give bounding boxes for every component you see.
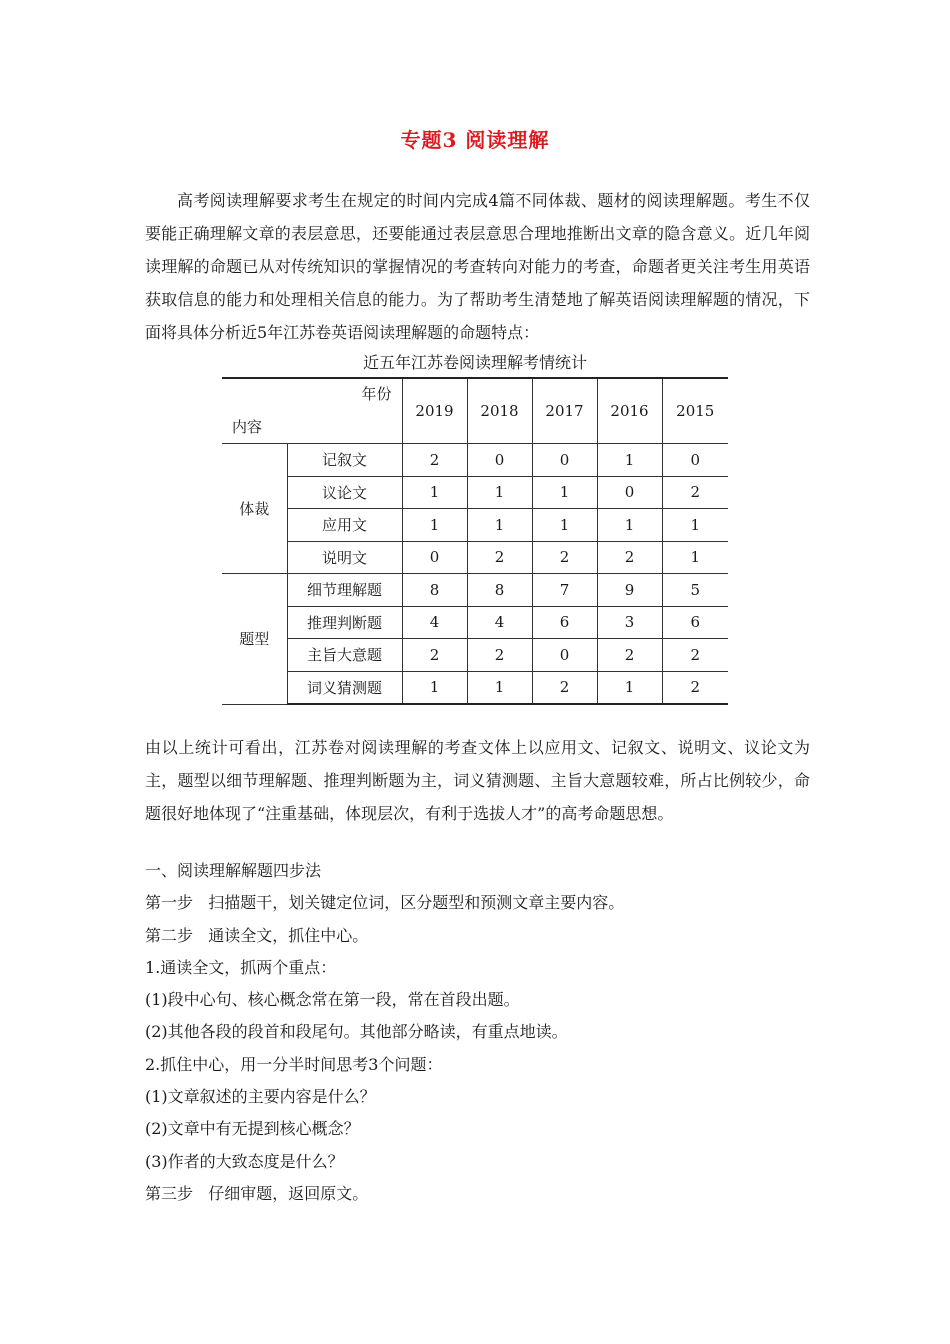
table-cell: 0 [532,639,597,672]
table-cell: 0 [662,444,728,477]
table-cell: 8 [402,574,467,607]
table-cell: 1 [662,509,728,542]
row-label: 说明文 [287,541,402,574]
table-cell: 1 [467,476,532,509]
year-header: 2019 [402,378,467,444]
year-header: 2017 [532,378,597,444]
step-line: (2)文章中有无提到核心概念？ [145,1119,360,1139]
table-cell: 1 [597,671,662,704]
table-row [222,476,728,509]
step-line: 第一步 扫描题干，划关键定位词，区分题型和预测文章主要内容。 [145,893,625,913]
table-cell: 3 [597,606,662,639]
step-line: 2.抓住中心，用一分半时间思考3个问题： [145,1054,443,1074]
year-header: 2018 [467,378,532,444]
summary-text: 由以上统计可看出，江苏卷对阅读理解的考查文体上以应用文、记叙文、说明文、议论文为主，题型以细节理解题、推理判断题为主，词义猜测题、主旨大意题较难，所占比例较少，命题很好地体现了“注重基础，体现层次，有利于选拔人才”的高考命题思想。 [145,738,810,823]
table-cell: 2 [402,444,467,477]
year-header: 2015 [662,378,728,444]
section-heading: 一、阅读理解解题四步法 [145,861,322,880]
table-cell: 1 [532,509,597,542]
page-title: 专题3 阅读理解 [400,128,550,152]
table-cell: 4 [402,606,467,639]
table-cell: 1 [402,509,467,542]
table-cell: 6 [662,606,728,639]
stats-table [222,377,728,705]
table-cell: 2 [662,476,728,509]
table-cell: 1 [467,671,532,704]
table-cell: 1 [662,541,728,574]
intro-text: 高考阅读理解要求考生在规定的时间内完成4篇不同体裁、题材的阅读理解题。考生不仅要能正确理解文章的表层意思，还要能通过表层意思合理地推断出文章的隐含意义。近几年阅读理解的命题已从对传统知识的掌握情况的考查转向对能力的考查，命题者更关注考生用英语获取信息的能力和处理相关信息的能力。为了帮助考生清楚地了解英语阅读理解题的情况，下面将具体分析近5年江苏卷英语阅读理解题的命题特点： [145,191,810,342]
row-label: 议论文 [287,476,402,509]
step-line: (3)作者的大致态度是什么？ [145,1151,344,1171]
table-cell: 2 [597,541,662,574]
table-cell: 2 [402,639,467,672]
table-row [222,574,728,607]
table-cell: 6 [532,606,597,639]
step-line: 1.通读全文，抓两个重点： [145,957,337,977]
table-cell: 9 [597,574,662,607]
table-cell: 2 [467,639,532,672]
table-cell: 1 [467,509,532,542]
table-row [222,541,728,574]
intro-paragraph [145,184,810,349]
step-line: (1)段中心句、核心概念常在第一段，常在首段出题。 [145,990,520,1010]
row-label: 词义猜测题 [287,671,402,704]
table-caption: 近五年江苏卷阅读理解考情统计 [362,353,587,372]
step-line: (1)文章叙述的主要内容是什么？ [145,1087,376,1107]
year-header: 2016 [597,378,662,444]
table-cell: 1 [532,476,597,509]
table-corner-cell [222,378,402,444]
row-label: 细节理解题 [287,574,402,607]
table-cell: 1 [597,444,662,477]
table-cell: 0 [467,444,532,477]
table-row [222,671,728,704]
group-label-genre: 体裁 [222,444,287,574]
table-header-row [222,378,728,444]
table-cell: 1 [402,476,467,509]
table-row [222,606,728,639]
table-cell: 5 [662,574,728,607]
table-cell: 1 [597,509,662,542]
table-cell: 4 [467,606,532,639]
table-cell: 2 [532,541,597,574]
step-line: 第三步 仔细审题，返回原文。 [145,1183,369,1203]
corner-content-label: 内容 [232,418,263,436]
table-row [222,639,728,672]
table-cell: 2 [662,639,728,672]
table-row [222,509,728,542]
table-cell: 0 [532,444,597,477]
table-cell: 2 [662,671,728,704]
step-line: 第二步 通读全文，抓住中心。 [145,925,369,945]
table-cell: 8 [467,574,532,607]
row-label: 应用文 [287,509,402,542]
table-row [222,444,728,477]
summary-paragraph [145,731,810,830]
table-cell: 2 [597,639,662,672]
steps-section [145,855,810,1210]
group-label-question-type: 题型 [222,574,287,705]
corner-year-label: 年份 [361,385,392,403]
table-cell: 7 [532,574,597,607]
step-line: (2)其他各段的段首和段尾句。其他部分略读，有重点地读。 [145,1022,568,1042]
table-cell: 2 [467,541,532,574]
row-label: 记叙文 [287,444,402,477]
table-cell: 2 [532,671,597,704]
table-cell: 0 [597,476,662,509]
row-label: 推理判断题 [287,606,402,639]
table-cell: 0 [402,541,467,574]
table-cell: 1 [402,671,467,704]
row-label: 主旨大意题 [287,639,402,672]
